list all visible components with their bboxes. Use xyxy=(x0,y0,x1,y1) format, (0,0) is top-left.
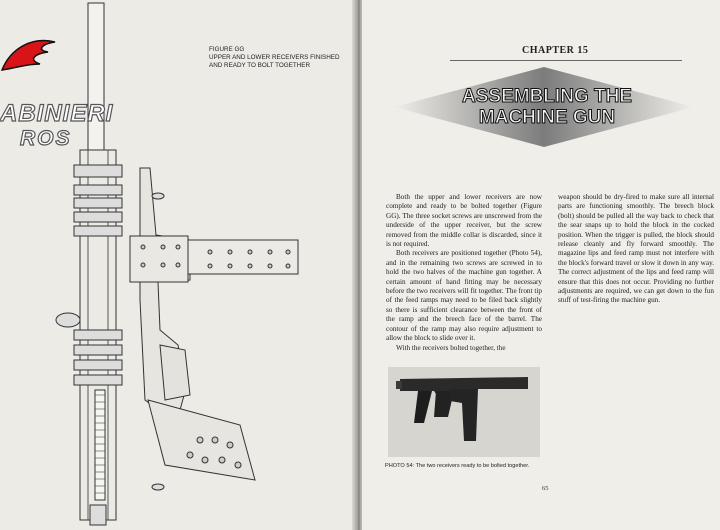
chapter-title-line2: MACHINE GUN xyxy=(478,107,616,128)
paragraph: With the receivers bolted together, the xyxy=(396,343,506,352)
left-page xyxy=(0,0,358,530)
text-column-right xyxy=(558,193,714,306)
figure-caption xyxy=(209,46,358,71)
page-number: 65 xyxy=(542,485,549,492)
chapter-title xyxy=(442,86,652,128)
chapter-header: CHAPTER 15 xyxy=(522,45,589,56)
photo-54-image xyxy=(388,367,540,457)
figure-label: FIGURE GG xyxy=(209,46,245,53)
paragraph: Both receivers are positioned together (Photo 54), and in the remaining two screws are screwed in to hold the two halves of the machine gun together. A certain amount of hand fitting may be necessary before the two receivers will fit together. The front tip of the feed ramps may need to be filed back slightly so there is sufficient clearance between the front of the ramp and the breech face of the barrel. The contour of the ramp may also require adjustment to allow the block to slide over it. xyxy=(386,249,542,343)
flame-emblem-icon xyxy=(0,30,60,80)
text-column-left xyxy=(386,193,542,353)
chapter-title-line1: ASSEMBLING THE xyxy=(462,86,632,107)
paragraph: weapon should be dry-fired to make sure all internal parts are functioning smoothly. The breech block (bolt) should be pulled all the way back to check that the sear snaps up to hold the block in the cocked position. When the trigger is pulled, the block should release cleanly and fly forward smoothly. The magazine lips and feed ramp must not interfere with the block's forward travel or slow it down in any way. The correct adjustment of the lips and feed ramp will ensure that this does not occur. Providing no further adjustments are required, we can get down to the fun stuff of test-firing the machine gun. xyxy=(558,193,714,305)
figure-caption-line2: AND READY TO BOLT TOGETHER xyxy=(209,62,311,70)
watermark-line2: ROS xyxy=(20,127,72,150)
header-rule xyxy=(450,60,682,61)
right-page xyxy=(362,0,720,530)
figure-caption-line1: UPPER AND LOWER RECEIVERS FINISHED xyxy=(209,54,340,62)
watermark-line1: ABINIERI xyxy=(0,100,114,127)
paragraph: Both the upper and lower receivers are now complete and ready to be bolted together (Figure GG). The three socket screws are unscrewed from the underside of the upper receiver, but the screw removed from the middle collar is discarded, since it is not required. xyxy=(386,193,542,249)
photo-caption: PHOTO 54: The two receivers ready to be bolted together. xyxy=(385,463,530,469)
